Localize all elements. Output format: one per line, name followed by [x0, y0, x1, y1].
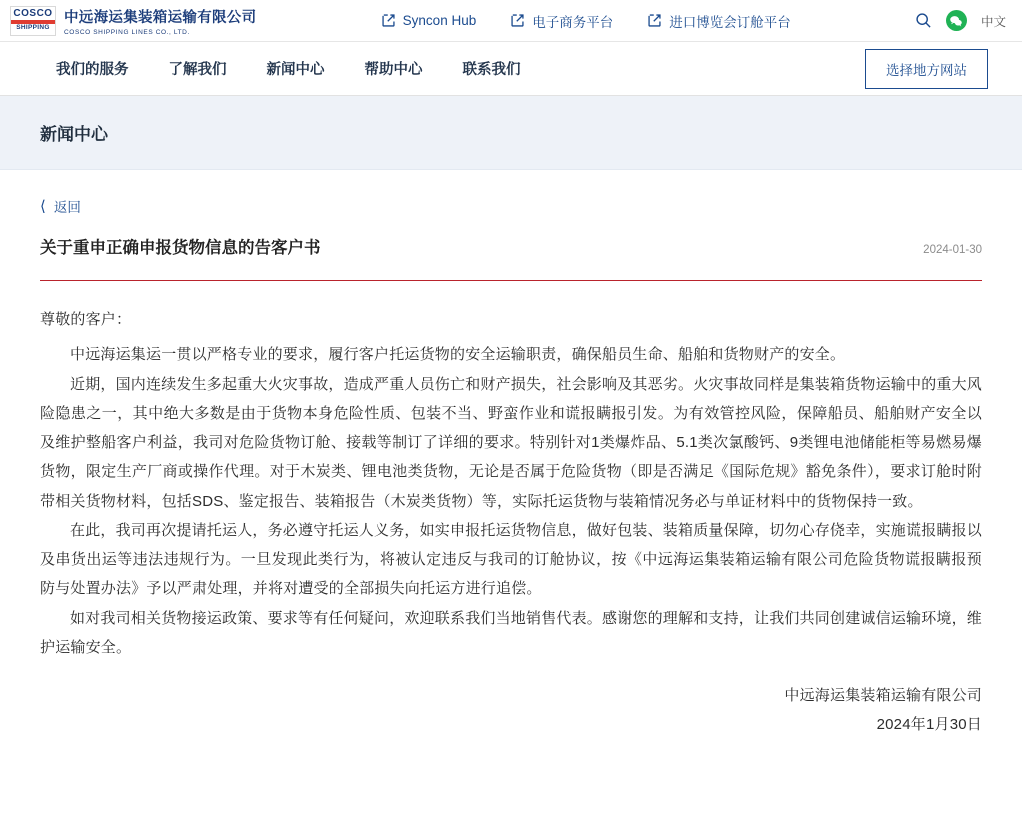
top-link-ciie-booking-platform[interactable]: [647, 11, 791, 31]
external-link-icon: [647, 13, 662, 28]
article-container: [0, 170, 1022, 739]
main-nav: [0, 42, 1022, 96]
back-link-label: 返回: [53, 200, 81, 215]
top-link-syncon-hub[interactable]: [381, 13, 477, 28]
article-signature: [40, 682, 982, 739]
top-link-label: 电子商务平台: [532, 14, 614, 30]
top-bar: [0, 0, 1022, 42]
article-salutation: 尊敬的客户：: [40, 311, 132, 328]
chevron-left-icon: ⟨: [40, 197, 46, 215]
page-banner: [0, 96, 1022, 170]
article-title: 关于重申正确申报货物信息的告客户书: [40, 239, 321, 257]
article-paragraph-2: 近期，国内连续发生多起重大火灾事故，造成严重人员伤亡和财产损失，社会影响及其恶劣。火灾事故同样是集装箱货物运输中的重大风险隐患之一，其中绝大多数是由于货物本身危险性质、包装不当、野蛮作业和谎报瞒报引发。为有效管控风险，保障船员、船舶财产安全以及维护整船客户利益，我司对危险货物订舱、接载等制订了详细的要求。特别针对1类爆炸品、5.1类次氯酸钙、9类锂电池储能柜等易燃易爆货物，限定生产厂商或操作代理。对于木炭类、锂电池类货物，无论是否属于危险货物（即是否满足《国际危规》豁免条件），要求订舱时附带相关货物材料，包括SDS、鉴定报告、装箱报告（木炭类货物）等，实际托运货物与装箱情况务必与单证材料中的货物保持一致。: [40, 375, 983, 510]
signature-company: 中远海运集装箱运输有限公司: [784, 687, 982, 704]
article-date: 2024-01-30: [923, 244, 982, 256]
site-logo[interactable]: [10, 6, 256, 36]
page-title: 新闻中心: [40, 125, 108, 144]
top-link-label: Syncon Hub: [402, 13, 477, 28]
wechat-icon[interactable]: [946, 10, 967, 31]
nav-item-services[interactable]: 我们的服务: [56, 62, 129, 78]
select-local-site-button[interactable]: 选择地方网站: [865, 49, 988, 89]
top-quick-links: [256, 11, 915, 31]
nav-item-list: [56, 58, 865, 79]
nav-item-contact-us[interactable]: 联系我们: [462, 62, 521, 78]
article-paragraph-4: 如对我司相关货物接运政策、要求等有任何疑问，欢迎联系我们当地销售代表。感谢您的理解和支持，让我们共同创建诚信运输环境，维护运输安全。: [40, 609, 983, 656]
external-link-icon: [381, 13, 396, 28]
nav-item-about-us[interactable]: 了解我们: [168, 62, 227, 78]
article-header: [40, 234, 982, 281]
article-body: [40, 281, 982, 739]
nav-item-news-center[interactable]: 新闻中心: [266, 62, 325, 78]
logo-company-name-cn: 中远海运集装箱运输有限公司: [64, 9, 257, 26]
logo-mark-bottom-text: SHIPPING: [16, 24, 50, 32]
search-icon[interactable]: [915, 12, 932, 29]
back-link[interactable]: [40, 196, 982, 216]
signature-date: 2024年1月30日: [876, 715, 982, 733]
external-link-icon: [510, 13, 525, 28]
logo-mark-top-text: COSCO: [13, 8, 53, 20]
logo-text-block: [64, 6, 256, 36]
top-link-label: 进口博览会订舱平台: [669, 14, 791, 30]
article-paragraph-3: 在此，我司再次提请托运人，务必遵守托运人义务，如实申报托运货物信息，做好包装、装箱质量保障，切勿心存侥幸，实施谎报瞒报以及串货出运等违法违规行为。一旦发现此类行为，将被认定违反与我司的订舱协议，按《中远海运集装箱运输有限公司危险货物谎报瞒报预防与处置办法》予以严肃处理，并将对遭受的全部损失向托运方进行追偿。: [40, 521, 983, 598]
language-switcher[interactable]: 中文: [980, 14, 1006, 29]
top-bar-right-tools: [915, 10, 1006, 31]
top-link-ecommerce-platform[interactable]: [510, 11, 613, 31]
article-paragraph-1: 中远海运集运一贯以严格专业的要求，履行客户托运货物的安全运输职责，确保船员生命、船舶和货物财产的安全。: [70, 346, 846, 364]
logo-company-name-en: COSCO SHIPPING LINES CO., LTD.: [64, 28, 190, 36]
cosco-logo-mark: [10, 6, 56, 36]
nav-item-help-center[interactable]: 帮助中心: [364, 62, 423, 78]
